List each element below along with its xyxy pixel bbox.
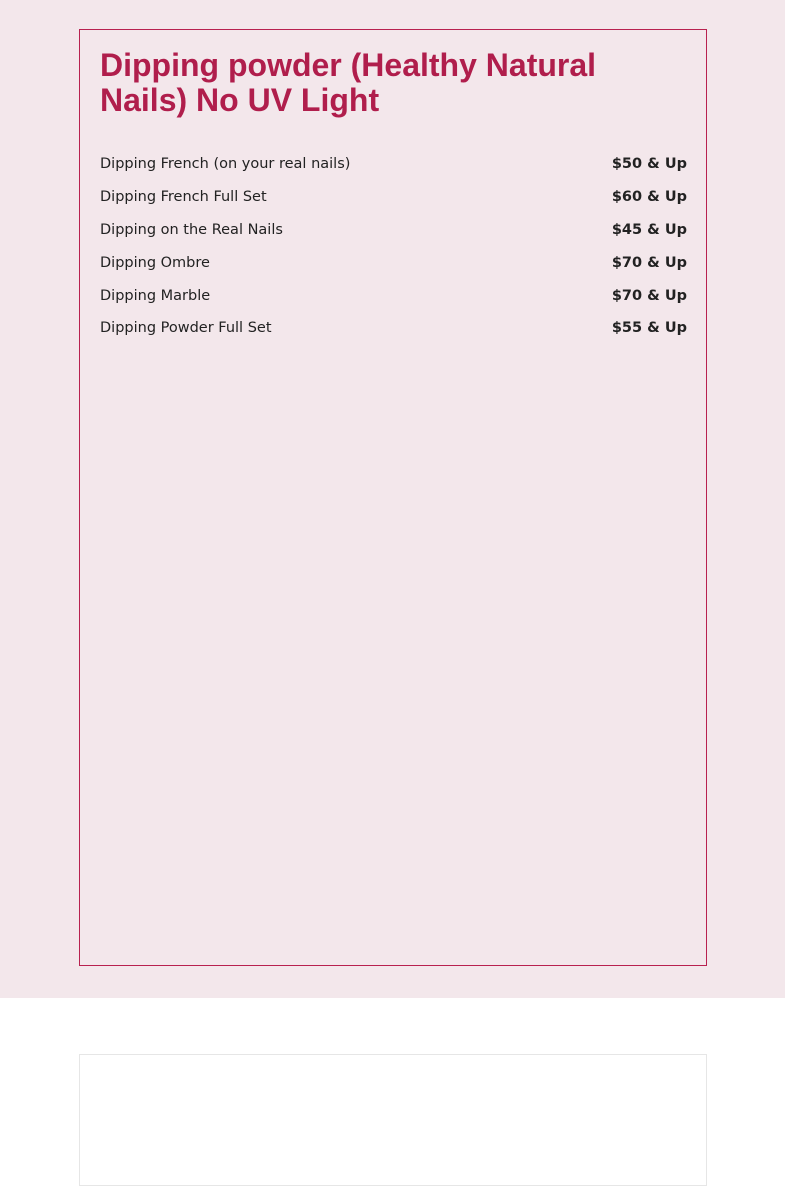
service-name: Dipping French Full Set xyxy=(100,189,267,206)
service-price: $50 & Up xyxy=(611,156,687,173)
service-name: Dipping French (on your real nails) xyxy=(100,156,351,173)
service-name: Dipping Marble xyxy=(100,287,211,304)
dipping-powder-menu-card xyxy=(79,29,707,966)
service-price: $60 & Up xyxy=(611,189,687,206)
service-price: $55 & Up xyxy=(611,320,687,337)
service-price-list xyxy=(100,148,687,345)
service-name: Dipping Ombre xyxy=(100,254,210,271)
service-price: $70 & Up xyxy=(611,287,687,304)
menu-title: Dipping powder (Healthy Natural Nails) No UV Light xyxy=(100,47,597,118)
service-price: $45 & Up xyxy=(611,221,687,238)
next-menu-card xyxy=(79,1054,707,1186)
service-row xyxy=(100,214,687,247)
service-row xyxy=(100,148,687,181)
service-row xyxy=(100,312,687,345)
service-name: Dipping on the Real Nails xyxy=(100,221,283,238)
service-price: $70 & Up xyxy=(611,254,687,271)
service-row xyxy=(100,279,687,312)
service-name: Dipping Powder Full Set xyxy=(100,320,272,337)
service-row xyxy=(100,246,687,279)
service-row xyxy=(100,181,687,214)
